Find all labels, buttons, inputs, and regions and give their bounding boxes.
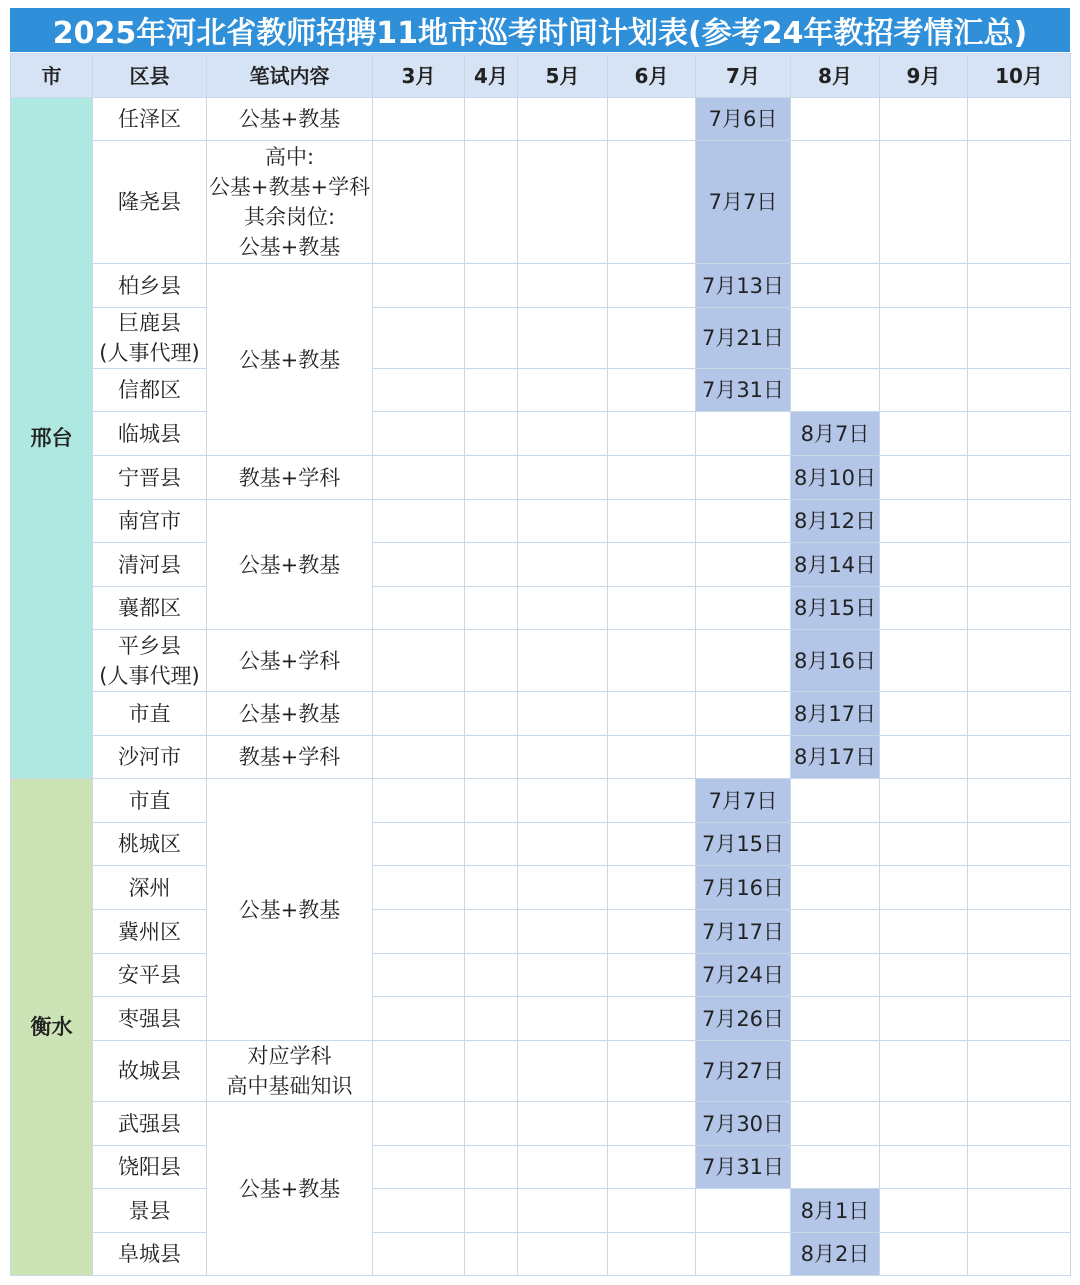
- table-row: [11, 1102, 1071, 1146]
- header-content: 笔试内容: [207, 54, 373, 98]
- table-row: [11, 1041, 1071, 1102]
- table-row: [11, 1233, 1071, 1276]
- exam-content-cell: 公基+学科: [207, 630, 373, 692]
- exam-content-cell: 公基+教基: [207, 779, 373, 1041]
- table-row: [11, 587, 1071, 630]
- district-cell: 宁晋县: [93, 456, 207, 500]
- table-row: [11, 736, 1071, 779]
- district-cell: 市直: [93, 779, 207, 823]
- table-row: [11, 866, 1071, 910]
- district-cell: 隆尧县: [93, 141, 207, 264]
- exam-date-cell: 7月31日: [696, 1146, 791, 1189]
- header-month-9: 9月: [880, 54, 968, 98]
- table-row: [11, 412, 1071, 456]
- header-row: [11, 54, 1071, 98]
- district-cell: 临城县: [93, 412, 207, 456]
- header-city: 市: [11, 54, 93, 98]
- table-row: [11, 456, 1071, 500]
- table-row: [11, 369, 1071, 412]
- district-cell: 武强县: [93, 1102, 207, 1146]
- exam-date-cell: 7月17日: [696, 910, 791, 954]
- table-row: [11, 954, 1071, 997]
- district-cell: 沙河市: [93, 736, 207, 779]
- exam-date-cell: 8月16日: [791, 630, 880, 692]
- header-month-7: 7月: [696, 54, 791, 98]
- table-row: [11, 630, 1071, 692]
- exam-date-cell: 7月6日: [696, 98, 791, 141]
- page-title: 2025年河北省教师招聘11地市巡考时间计划表(参考24年教招考情汇总): [10, 8, 1070, 52]
- exam-date-cell: 8月15日: [791, 587, 880, 630]
- district-cell: 冀州区: [93, 910, 207, 954]
- district-cell: 清河县: [93, 543, 207, 587]
- district-cell: 襄都区: [93, 587, 207, 630]
- exam-date-cell: 8月17日: [791, 692, 880, 736]
- table-row: [11, 500, 1071, 543]
- district-cell: 故城县: [93, 1041, 207, 1102]
- district-cell: 桃城区: [93, 823, 207, 866]
- table-row: [11, 141, 1071, 264]
- exam-date-cell: 7月31日: [696, 369, 791, 412]
- district-cell: 饶阳县: [93, 1146, 207, 1189]
- exam-date-cell: 7月21日: [696, 308, 791, 369]
- city-cell-hengshui: 衡水: [11, 779, 93, 1276]
- district-cell: 任泽区: [93, 98, 207, 141]
- district-cell: 信都区: [93, 369, 207, 412]
- exam-content-cell: 公基+教基: [207, 264, 373, 456]
- exam-date-cell: 7月7日: [696, 141, 791, 264]
- header-month-8: 8月: [791, 54, 880, 98]
- table-row: [11, 308, 1071, 369]
- district-cell: 市直: [93, 692, 207, 736]
- exam-date-cell: 7月13日: [696, 264, 791, 308]
- exam-date-cell: 8月2日: [791, 1233, 880, 1276]
- exam-date-cell: 7月27日: [696, 1041, 791, 1102]
- exam-date-cell: 7月26日: [696, 997, 791, 1041]
- table-row: [11, 997, 1071, 1041]
- header-month-3: 3月: [373, 54, 465, 98]
- exam-date-cell: 8月7日: [791, 412, 880, 456]
- exam-date-cell: 7月7日: [696, 779, 791, 823]
- exam-content-cell: 高中: 公基+教基+学科 其余岗位: 公基+教基: [207, 141, 373, 264]
- district-cell: 阜城县: [93, 1233, 207, 1276]
- exam-date-cell: 8月17日: [791, 736, 880, 779]
- exam-content-cell: 对应学科 高中基础知识: [207, 1041, 373, 1102]
- district-cell: 平乡县 (人事代理): [93, 630, 207, 692]
- exam-content-cell: 教基+学科: [207, 736, 373, 779]
- table-row: [11, 98, 1071, 141]
- city-cell-xingtai: 邢台: [11, 98, 93, 779]
- exam-date-cell: 8月1日: [791, 1189, 880, 1233]
- exam-content-cell: 公基+教基: [207, 1102, 373, 1276]
- header-district: 区县: [93, 54, 207, 98]
- district-cell: 安平县: [93, 954, 207, 997]
- header-month-4: 4月: [465, 54, 518, 98]
- exam-date-cell: 7月15日: [696, 823, 791, 866]
- table-row: [11, 264, 1071, 308]
- exam-content-cell: 公基+教基: [207, 500, 373, 630]
- exam-content-cell: 公基+教基: [207, 98, 373, 141]
- district-cell: 巨鹿县 (人事代理): [93, 308, 207, 369]
- header-month-6: 6月: [608, 54, 696, 98]
- exam-date-cell: 7月24日: [696, 954, 791, 997]
- district-cell: 南宫市: [93, 500, 207, 543]
- table-row: [11, 779, 1071, 823]
- table-row: [11, 1146, 1071, 1189]
- exam-date-cell: 7月30日: [696, 1102, 791, 1146]
- table-row: [11, 823, 1071, 866]
- exam-date-cell: 7月16日: [696, 866, 791, 910]
- table-row: [11, 692, 1071, 736]
- table-row: [11, 1189, 1071, 1233]
- district-cell: 景县: [93, 1189, 207, 1233]
- exam-content-cell: 教基+学科: [207, 456, 373, 500]
- schedule-table: [10, 53, 1071, 1276]
- district-cell: 深州: [93, 866, 207, 910]
- exam-date-cell: 8月12日: [791, 500, 880, 543]
- district-cell: 柏乡县: [93, 264, 207, 308]
- exam-date-cell: 8月14日: [791, 543, 880, 587]
- exam-content-cell: 公基+教基: [207, 692, 373, 736]
- header-month-5: 5月: [518, 54, 608, 98]
- table-row: [11, 910, 1071, 954]
- district-cell: 枣强县: [93, 997, 207, 1041]
- table-row: [11, 543, 1071, 587]
- header-month-10: 10月: [968, 54, 1071, 98]
- exam-date-cell: 8月10日: [791, 456, 880, 500]
